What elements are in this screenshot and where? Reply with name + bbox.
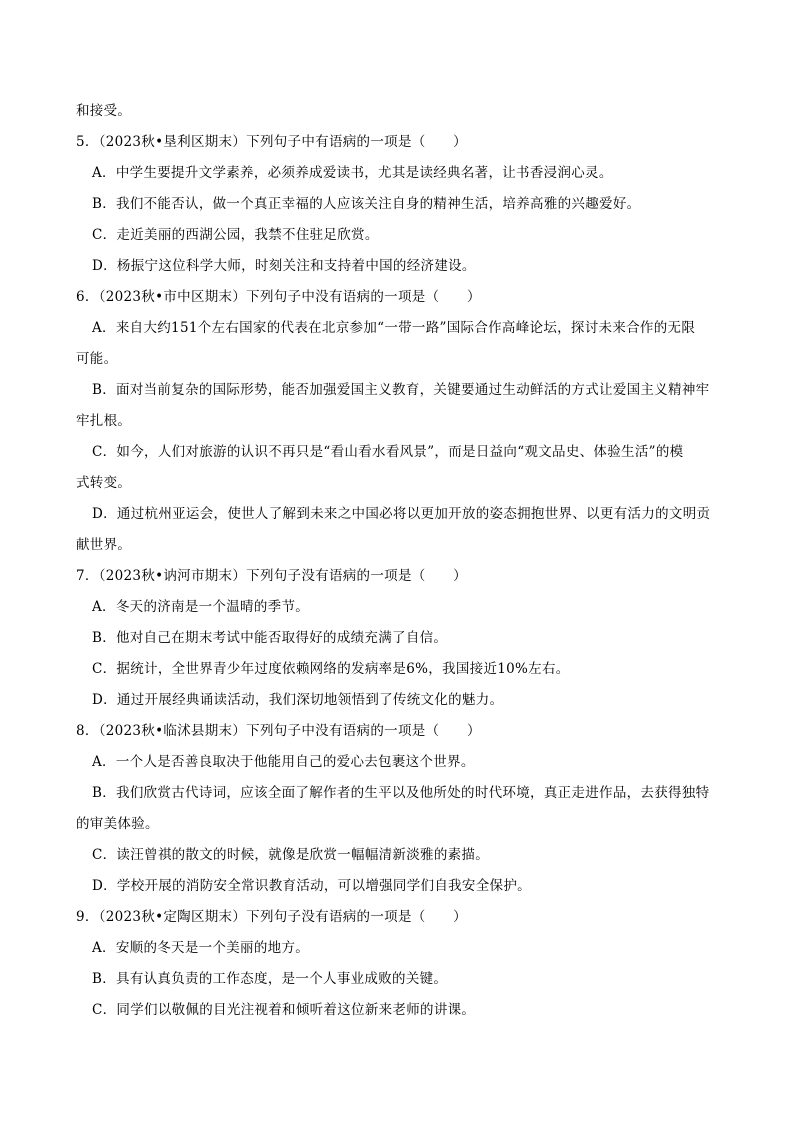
option-c: C．读汪曾祺的散文的时候，就像是欣赏一幅幅清新淡雅的素描。 xyxy=(92,847,490,863)
question-stem: 5．（2023秋•垦利区期末）下列句子中有语病的一项是（ ） xyxy=(76,134,467,150)
option-a: A．安顺的冬天是一个美丽的地方。 xyxy=(92,940,310,956)
option-d: D．杨振宁这位科学大师，时刻关注和支持着中国的经济建设。 xyxy=(92,258,476,274)
option-a: A．中学生要提升文学素养，必须养成爱读书，尤其是读经典名著，让书香浸润心灵。 xyxy=(92,165,613,181)
option-b: B．具有认真负责的工作态度，是一个人事业成败的关键。 xyxy=(92,971,448,987)
option-a-continued: 可能。 xyxy=(76,351,118,367)
option-a: A．冬天的济南是一个温晴的季节。 xyxy=(92,599,310,615)
option-a: A．来自大约151个左右国家的代表在北京参加“一带一路”国际合作高峰论坛，探讨未来合作的无限 xyxy=(92,320,696,336)
question-stem: 6．（2023秋•市中区期末）下列句子中没有语病的一项是（ ） xyxy=(76,289,481,305)
question-stem: 9．（2023秋•定陶区期末）下列句子没有语病的一项是（ ） xyxy=(76,909,467,925)
option-d: D．学校开展的消防安全常识教育活动，可以增强同学们自我安全保护。 xyxy=(92,878,531,894)
question-stem: 8．（2023秋•临沭县期末）下列句子中没有语病的一项是（ ） xyxy=(76,723,481,739)
option-b: B．他对自己在期末考试中能否取得好的成绩充满了自信。 xyxy=(92,630,448,646)
intro-tail: 和接受。 xyxy=(76,103,132,119)
option-d: D．通过开展经典诵读活动，我们深切地领悟到了传统文化的魅力。 xyxy=(92,692,504,708)
option-c: C．如今，人们对旅游的认识不再只是“看山看水看风景”，而是日益向“观文品史、体验生活”的模 xyxy=(92,444,684,460)
option-c: C．同学们以敬佩的目光注视着和倾听着这位新来老师的讲课。 xyxy=(92,1002,476,1018)
option-c-continued: 式转变。 xyxy=(76,475,132,491)
option-b-continued: 牢扎根。 xyxy=(76,413,132,429)
question-stem: 7．（2023秋•讷河市期末）下列句子没有语病的一项是（ ） xyxy=(76,568,467,584)
option-d-continued: 献世界。 xyxy=(76,537,132,553)
option-a: A．一个人是否善良取决于他能用自己的爱心去包裹这个世界。 xyxy=(92,754,475,770)
option-b: B．我们不能否认，做一个真正幸福的人应该关注自身的精神生活，培养高雅的兴趣爱好。 xyxy=(92,196,641,212)
option-b: B．我们欣赏古代诗词，应该全面了解作者的生平以及他所处的时代环境，真正走进作品，去获得独特 xyxy=(92,785,710,801)
option-b: B．面对当前复杂的国际形势，能否加强爱国主义教育，关键要通过生动鲜活的方式让爱国主义精神牢 xyxy=(92,382,710,398)
option-d: D．通过杭州亚运会，使世人了解到未来之中国必将以更加开放的姿态拥抱世界、以更有活力的文明贡 xyxy=(92,506,711,522)
option-c: C．走近美丽的西湖公园，我禁不住驻足欣赏。 xyxy=(92,227,379,243)
option-b-continued: 的审美体验。 xyxy=(76,816,159,832)
option-c: C．据统计，全世界青少年过度依赖网络的发病率是6%，我国接近10%左右。 xyxy=(92,661,570,677)
